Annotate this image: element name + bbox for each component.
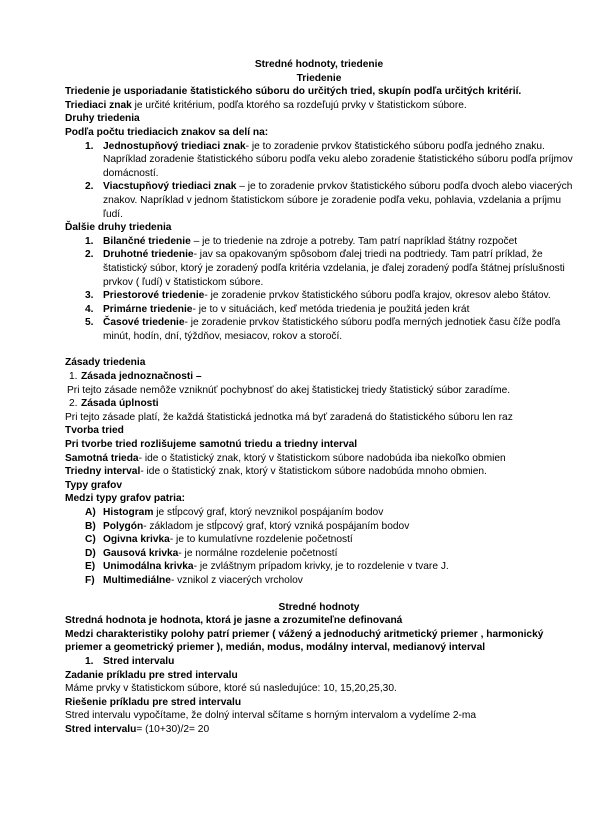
list-term: Histogram (103, 507, 154, 518)
zasady-list-2 (65, 397, 573, 411)
list-number: 4. (85, 303, 94, 315)
document-title: Stredné hodnoty, triedenie (254, 59, 384, 70)
list-item (65, 547, 573, 561)
tvorba-subheading: Pri tvorbe tried rozlišujeme samotnú triedu a triedny interval (65, 439, 358, 451)
list-item (65, 289, 573, 303)
list-number: 1. (85, 655, 94, 667)
vysledok-paragraph (65, 723, 573, 737)
list-text: - základom je stĺpcový graf, ktorý vzniká pospájaním bodov (143, 520, 410, 532)
zasady-list (65, 370, 573, 384)
list-term: Ogivna krivka (103, 534, 170, 546)
list-text: – je to triedenie na zdroje a potreby. Tam patrí napríklad štátny rozpočet (190, 235, 518, 247)
list-text: - je normálne rozdelenie početností (178, 547, 338, 559)
list-text: - je to zoradenie prvkov štatistického súboru podľa jedného znaku. Napríklad zoradenie štatistického súboru podľa veku alebo zoradenie štatistického súboru podľa príjmov domácností. (103, 140, 573, 179)
list-term: Bilančné triedenie (103, 235, 191, 247)
list-number: 5. (85, 317, 94, 329)
list-item (65, 303, 573, 317)
list-number: 1. (85, 235, 94, 247)
samotna-trieda-text: - ide o štatistický znak, ktorý v štatistickom súbore nadobúda iba niekoľko obmien (138, 452, 506, 464)
list-text: - vznikol z viacerých vrcholov (170, 574, 303, 586)
list-item (65, 370, 573, 384)
dalsie-list (65, 235, 573, 344)
list-item (65, 533, 573, 547)
list-item (65, 316, 573, 343)
list-text: - jav sa opakovaným spôsobom ďalej triedi na podtriedy. Tam patrí príklad, že štatistický súbor, ktorý je zoradený podľa kritéria vzdelania, je ďalej zoradený podľa štátnej príslušnosti prvkov ( ľudí) v štatistickom súbore. (103, 249, 565, 288)
section-title-stredne-hodnoty: Stredné hodnoty (278, 601, 360, 613)
list-item (65, 506, 573, 520)
list-term: Jednostupňový triediaci znak (103, 140, 246, 152)
zasady-heading: Zásady triedenia (65, 357, 146, 369)
list-term: Zásada jednoznačnosti – (81, 371, 202, 383)
triediaci-znak-text: je určité kritérium, podľa ktorého sa rozdeľujú prvky v štatistickom súbore. (131, 99, 467, 111)
vysledok-term: Stred intervalu (65, 723, 137, 735)
list-item (65, 235, 573, 249)
list-term: Druhotné triedenie (103, 249, 194, 261)
zasada-text: Pri tejto zásade platí, že každá štatistická jednotka má byť zaradená do štatistického súboru len raz (65, 411, 513, 423)
grafy-heading: Typy grafov (65, 479, 122, 491)
zasada-text: Pri tejto zásade nemôže vzniknúť pochybnosť do akej štatistickej triedy štatistický súbor zaradíme. (67, 384, 511, 396)
triedenie-definition: Triedenie je usporiadanie štatistického súboru do určitých tried, skupín podľa určitých kritérií. (65, 86, 522, 98)
spacer (65, 343, 573, 356)
list-item (65, 520, 573, 534)
section-title-triedenie: Triedenie (296, 72, 342, 84)
list-number: 1. (69, 371, 78, 383)
list-text: - je zvláštnym prípadom krivky, je to rozdelenie v tvare J. (193, 561, 449, 573)
list-term: Unimodálna krivka (103, 561, 194, 573)
list-number: 2. (85, 249, 94, 261)
stredna-hodnota-definition: Stredná hodnota je hodnota, ktorá je jasne a zrozumiteľne definovaná (65, 615, 403, 627)
druhy-heading: Druhy triedenia (65, 113, 140, 125)
dalsie-heading: Ďalšie druhy triedenia (65, 222, 172, 234)
list-text: je stĺpcový graf, ktorý nevznikol pospájaním bodov (153, 507, 384, 518)
list-text: - je to kumulatívne rozdelenie početností (169, 534, 353, 546)
list-term: Stred intervalu (103, 655, 175, 667)
tvorba-heading: Tvorba tried (65, 425, 124, 437)
vysledok-text: = (10+30)/2= 20 (136, 723, 210, 735)
list-item (65, 180, 573, 221)
triedny-interval-text: - ide o štatistický znak, ktorý v štatistickom súbore nadobúda mnoho obmien. (140, 466, 487, 478)
zadanie-heading: Zadanie príkladu pre stred intervalu (65, 669, 238, 681)
list-number: 1. (85, 140, 94, 152)
list-number: 2. (69, 398, 78, 410)
list-term: Primárne triedenie (103, 303, 193, 315)
riesenie-text: Stred intervalu vypočítame, že dolný interval sčítame s horným intervalom a vydelíme 2-ma (65, 710, 477, 722)
list-item (65, 140, 573, 181)
list-item (65, 655, 573, 669)
samotna-trieda-paragraph (65, 452, 573, 466)
list-letter: B) (85, 520, 96, 532)
list-letter: E) (85, 561, 96, 573)
list-text: - je zoradenie prvkov štatistického súboru podľa merných jednotiek času číže podľa minút, hodín, dní, týždňov, mesiacov, rokov a storočí. (103, 317, 561, 342)
list-term: Časové triedenie (103, 317, 185, 329)
spacer (65, 588, 573, 601)
list-text: - je zoradenie prvkov štatistického súboru podľa krajov, okresov alebo štátov. (204, 290, 551, 302)
druhy-list (65, 140, 573, 222)
grafy-list (65, 506, 573, 588)
druhy-subheading: Podľa počtu triediacich znakov sa delí na: (65, 126, 269, 138)
list-number: 3. (85, 290, 94, 302)
list-text: – je to zoradenie prvkov štatistického súboru podľa dvoch alebo viacerých znakov. Napríklad v jednom štatistickom súbore je zoradenie podľa veku, pohlavia, vzdelania a príjmu ľudí. (103, 181, 573, 220)
list-item (65, 397, 573, 411)
list-term: Viacstupňový triediaci znak (103, 181, 237, 193)
list-item (65, 248, 573, 289)
triediaci-znak-paragraph (65, 99, 573, 113)
list-term: Polygón (103, 520, 144, 532)
zadanie-text: Máme prvky v štatistickom súbore, ktoré sú nasledujúce: 10, 15,20,25,30. (65, 683, 397, 695)
list-item (65, 574, 573, 588)
list-letter: C) (85, 534, 96, 546)
list-term: Multimediálne (103, 574, 171, 586)
riesenie-heading: Riešenie príkladu pre stred intervalu (65, 696, 242, 708)
stredne-list (65, 655, 573, 669)
list-number: 2. (85, 181, 94, 193)
charakteristiky-paragraph: Medzi charakteristiky polohy patrí priemer ( vážený a jednoduchý aritmetický priemer , harmonický priemer a geometrický priemer ), medián, modus, modálny interval, medianový interval (65, 628, 544, 654)
list-text: - je to v situáciách, keď metóda triedenia je použitá jeden krát (192, 303, 470, 315)
list-term: Priestorové triedenie (103, 290, 205, 302)
triedny-interval-paragraph (65, 465, 573, 479)
list-term: Gausová krivka (103, 547, 179, 559)
list-term: Zásada úplnosti (81, 398, 159, 410)
list-letter: D) (85, 547, 96, 559)
grafy-subheading: Medzi typy grafov patria: (65, 493, 186, 505)
triediaci-znak-term: Triediaci znak (65, 99, 132, 111)
samotna-trieda-term: Samotná trieda (65, 452, 139, 464)
list-letter: F) (85, 574, 95, 586)
triedny-interval-term: Triedny interval (65, 466, 141, 478)
list-letter: A) (85, 507, 96, 518)
list-item (65, 560, 573, 574)
